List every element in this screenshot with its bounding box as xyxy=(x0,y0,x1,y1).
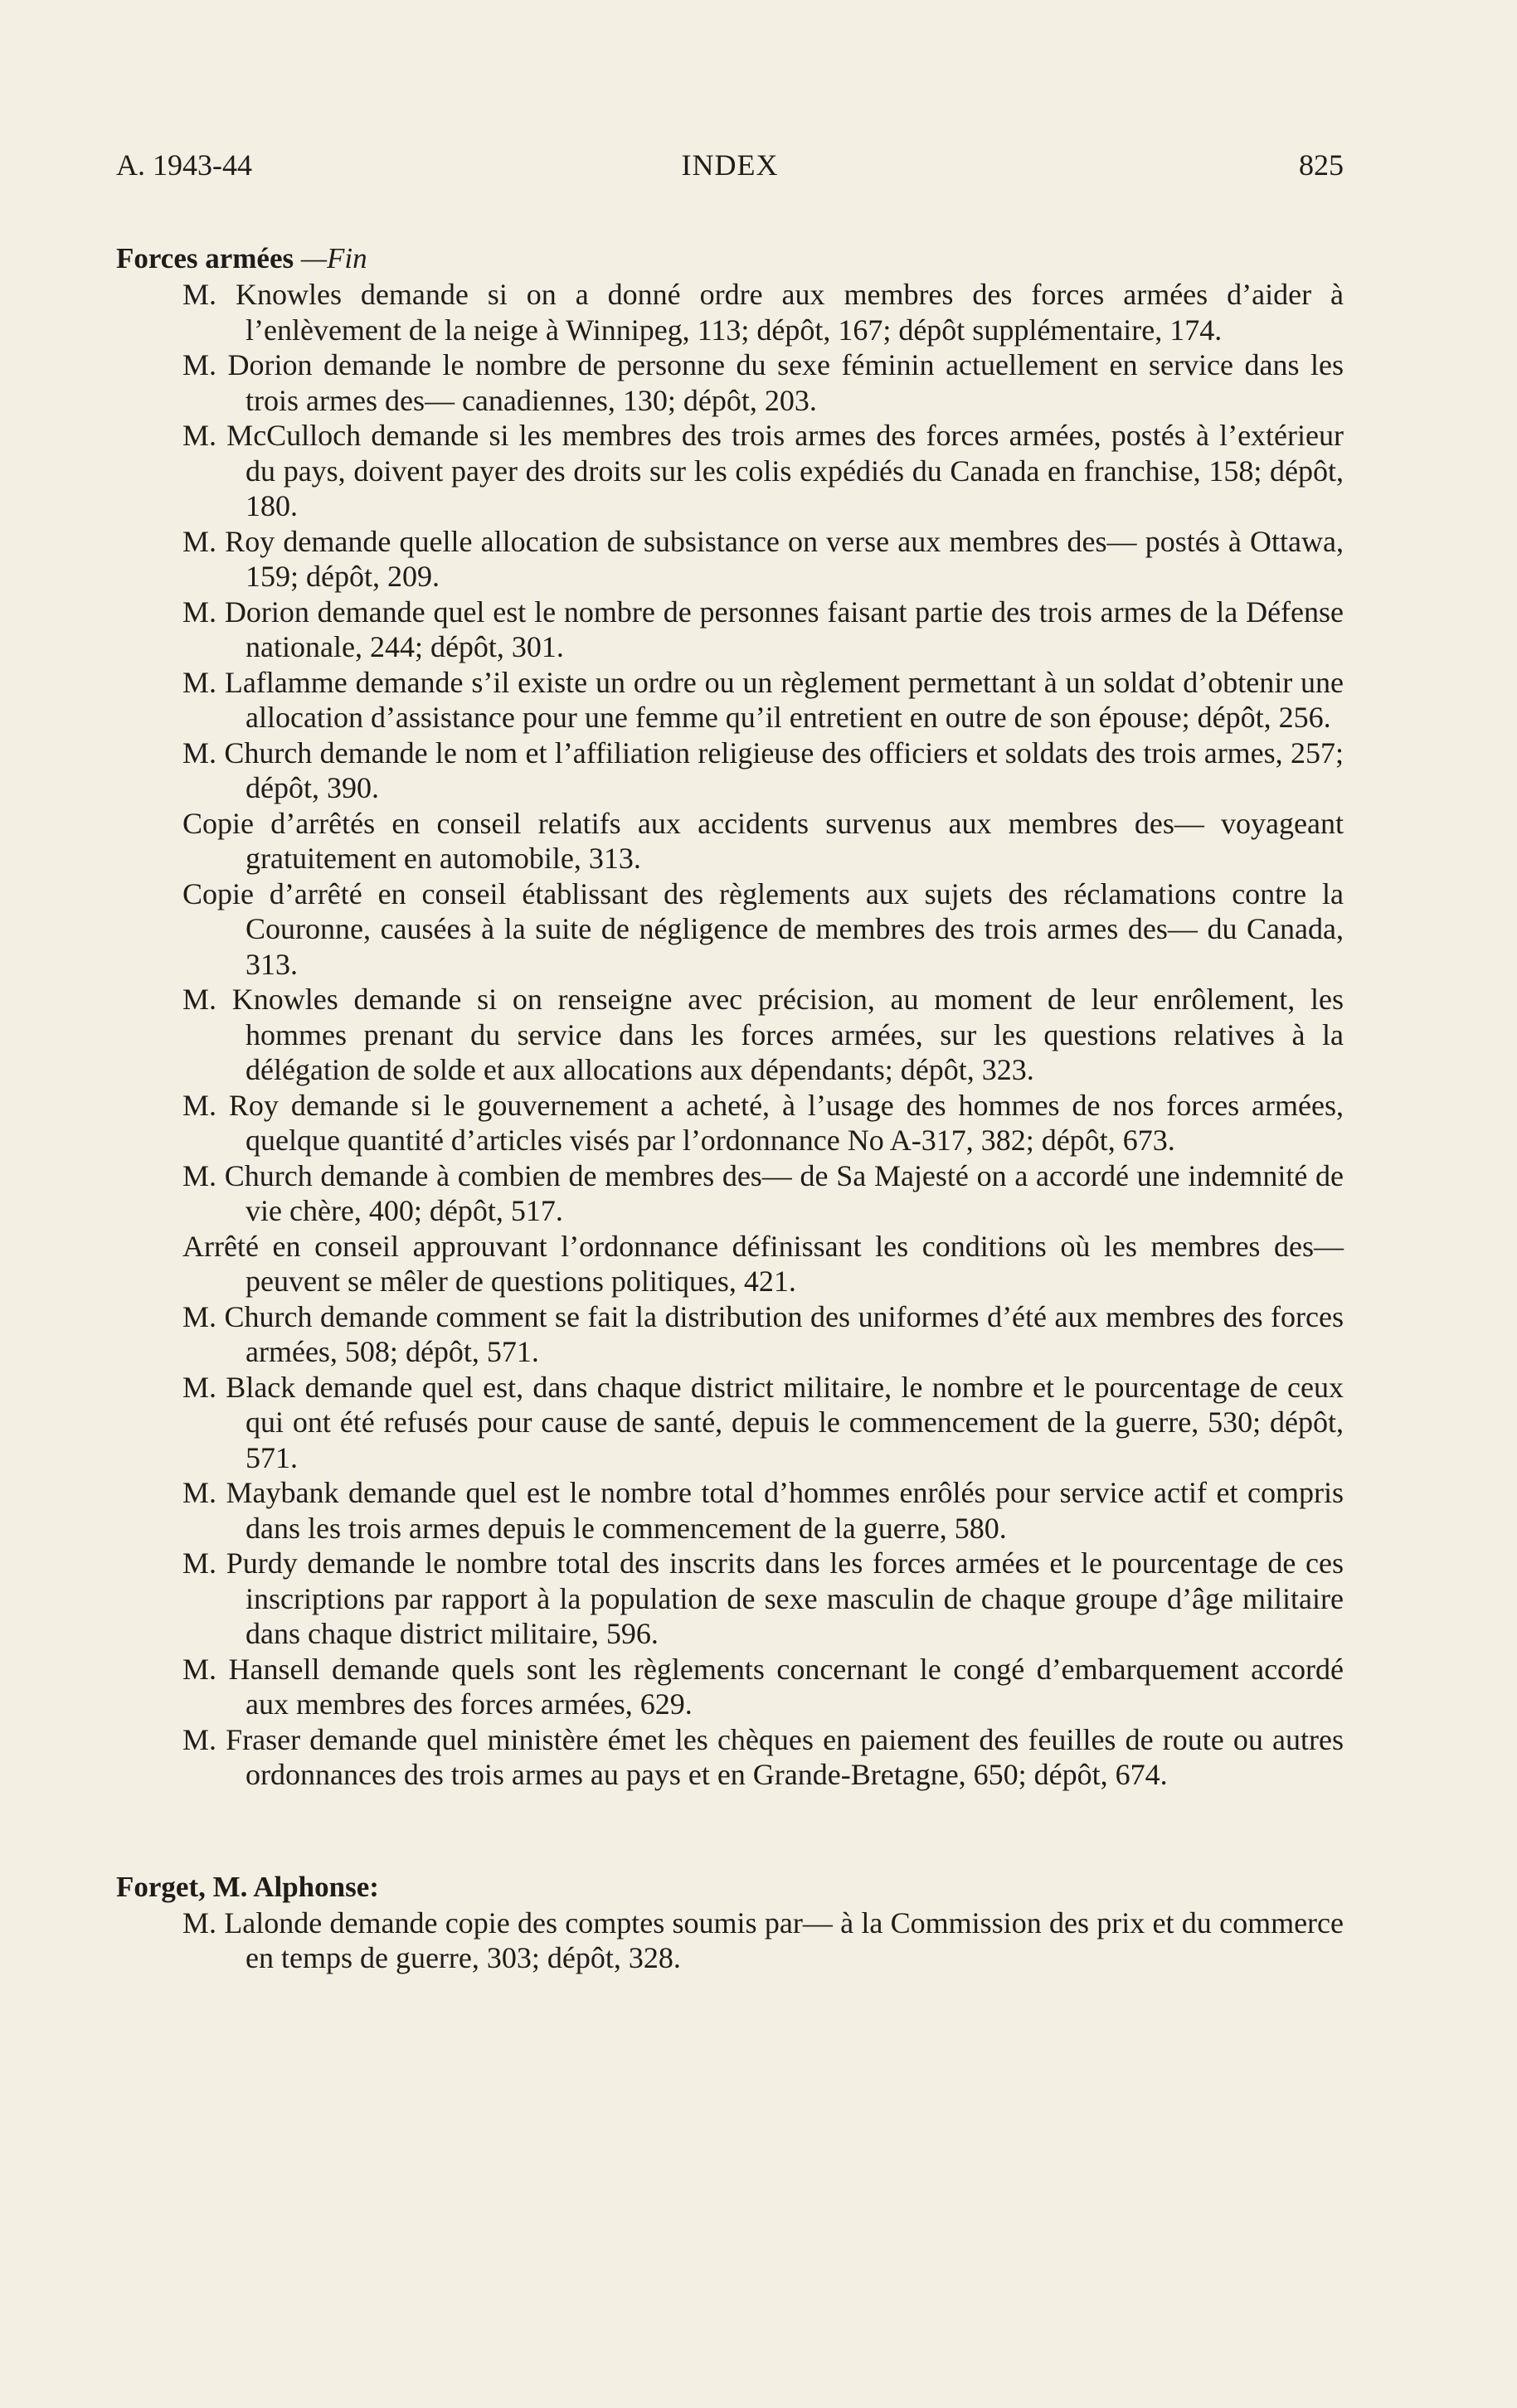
index-entry: M. Fraser demande quel ministère émet les chèques en paiement des feuilles de route ou autres ordonnances des trois armes au pays et en Grande-Bretagne, 650; dépôt, 674. xyxy=(182,1722,1344,1791)
section-heading xyxy=(116,240,1344,277)
running-head-title: INDEX xyxy=(681,148,779,182)
index-entry: M. Lalonde demande copie des comptes soumis par— à la Commission des prix et du commerce en temps de guerre, 303; dépôt, 328. xyxy=(182,1906,1344,1974)
section-heading-suffix: —Fin xyxy=(300,242,367,274)
index-entry: M. Church demande à combien de membres des— de Sa Majesté on a accordé une indemnité de vie chère, 400; dépôt, 517. xyxy=(182,1158,1344,1227)
index-entry: Arrêté en conseil approuvant l’ordonnance définissant les conditions où les membres des— peuvent se mêler de questions politiques, 421. xyxy=(182,1229,1344,1298)
index-entry: M. Hansell demande quels sont les règlements concernant le congé d’embarquement accordé aux membres des forces armées, 629. xyxy=(182,1652,1344,1721)
index-entry: M. Maybank demande quel est le nombre total d’hommes enrôlés pour service actif et compris dans les trois armes depuis le commencement de la guerre, 580. xyxy=(182,1476,1344,1545)
index-entry: M. Black demande quel est, dans chaque district militaire, le nombre et le pourcentage de ceux qui ont été refusés pour cause de santé, depuis le commencement de la guerre, 530; dépôt, 571. xyxy=(182,1370,1344,1474)
index-section-forget xyxy=(116,1869,1344,1976)
index-entry: M. Church demande le nom et l’affiliation religieuse des officiers et soldats des trois armes, 257; dépôt, 390. xyxy=(182,736,1344,804)
index-entry: M. Roy demande si le gouvernement a acheté, à l’usage des hommes de nos forces armées, quelque quantité d’articles visés par l’ordonnance No A-317, 382; dépôt, 673. xyxy=(182,1088,1344,1157)
index-entry: M. Laflamme demande s’il existe un ordre ou un règlement permettant à un soldat d’obtenir une allocation d’assistance pour une femme qu’il entretient en outre de son épouse; dépôt, 256. xyxy=(182,665,1344,734)
index-entry: M. Church demande comment se fait la distribution des uniformes d’été aux membres des forces armées, 508; dépôt, 571. xyxy=(182,1299,1344,1368)
index-content xyxy=(116,240,1344,2052)
index-entry: M. Purdy demande le nombre total des inscrits dans les forces armées et le pourcentage de ces inscriptions par rapport à la population de sexe masculin de chaque groupe d’âge militaire dans chaque district militaire, 596. xyxy=(182,1546,1344,1650)
index-entry: M. Dorion demande le nombre de personne du sexe féminin actuellement en service dans les trois armes des— canadiennes, 130; dépôt, 203. xyxy=(182,348,1344,417)
entry-list xyxy=(116,1906,1344,1976)
section-heading: Forget, M. Alphonse: xyxy=(116,1870,379,1903)
section-heading-text: Forces armées xyxy=(116,242,294,274)
running-head xyxy=(116,148,1344,189)
index-section-forces-armees xyxy=(116,240,1344,1793)
index-entry: M. McCulloch demande si les membres des trois armes des forces armées, postés à l’extérieur du pays, doivent payer des droits sur les colis expédiés du Canada en franchise, 158; dépôt, 180. xyxy=(182,419,1344,522)
running-head-year: A. 1943-44 xyxy=(116,148,252,182)
index-entry: M. Knowles demande si on renseigne avec précision, au moment de leur enrôlement, les hommes prenant du service dans les forces armées, sur les questions relatives à la délégation de solde et aux allocations aux dépendants; dépôt, 323. xyxy=(182,983,1344,1086)
index-entry: Copie d’arrêtés en conseil relatifs aux accidents survenus aux membres des— voyageant gratuitement en automobile, 313. xyxy=(182,806,1344,875)
index-entry: M. Dorion demande quel est le nombre de personnes faisant partie des trois armes de la Défense nationale, 244; dépôt, 301. xyxy=(182,595,1344,663)
page-number: 825 xyxy=(1299,148,1344,182)
index-entry: M. Knowles demande si on a donné ordre aux membres des forces armées d’aider à l’enlèvement de la neige à Winnipeg, 113; dépôt, 167; dépôt supplémentaire, 174. xyxy=(182,278,1344,347)
index-entry: M. Roy demande quelle allocation de subsistance on verse aux membres des— postés à Ottawa, 159; dépôt, 209. xyxy=(182,524,1344,593)
entry-list xyxy=(116,277,1344,1793)
index-entry: Copie d’arrêté en conseil établissant des règlements aux sujets des réclamations contre la Couronne, causées à la suite de négligence de membres des trois armes des— du Canada, 313. xyxy=(182,876,1344,981)
